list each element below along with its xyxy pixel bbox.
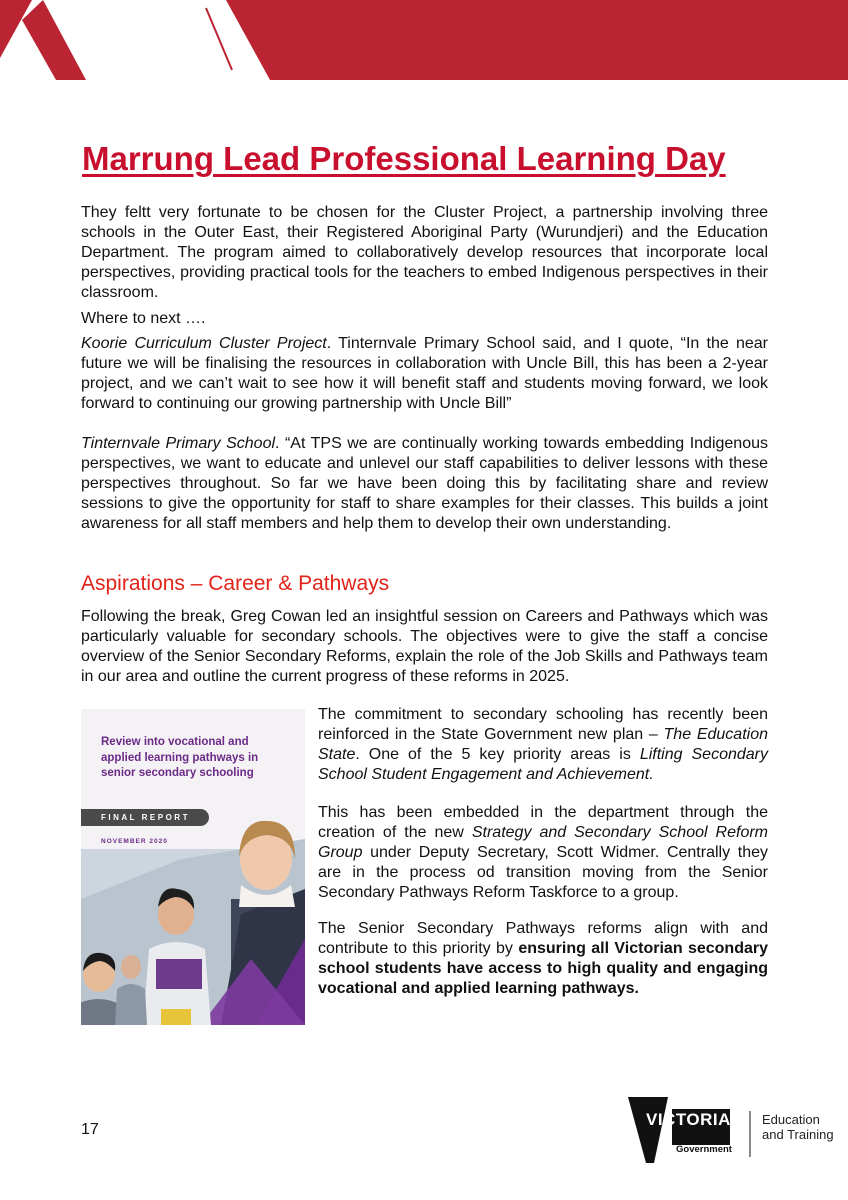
brand-state: STATE: [87, 44, 152, 67]
cover-date: NOVEMBER 2020: [101, 838, 168, 845]
koorie-label: Koorie Curriculum Cluster Project: [81, 335, 327, 352]
vic-government: Government: [676, 1143, 732, 1155]
vic-wordmark: [646, 1110, 731, 1130]
commitment-text-2: . One of the 5 key priority areas is: [355, 746, 640, 763]
cover-final-report-band: FINAL REPORT: [81, 809, 209, 826]
department-name: [762, 1113, 834, 1142]
section-heading: Aspirations – Career & Pathways: [81, 572, 390, 595]
brand-education: EDUCATION: [87, 23, 208, 46]
brand-the: THE: [87, 7, 119, 24]
commitment-italic-1: The Education State: [318, 726, 768, 763]
cover-title: Review into vocational and applied learning pathways in senior secondary schooling: [101, 736, 259, 779]
dept-line-1: Education: [762, 1112, 820, 1127]
vic-state: State: [676, 1133, 700, 1144]
embedded-italic-1: Strategy and Secondary School Reform Group: [318, 824, 768, 861]
commitment-text-1: The commitment to secondary schooling has recently been reinforced in the State Government new plan –: [318, 706, 768, 743]
page-title: Marrung Lead Professional Learning Day: [82, 140, 726, 177]
embedded-text-2: under Deputy Secretary, Scott Widmer. Centrally they are in the process od transition moving from the Senior Secondary Pathways Reform Taskforce to a group.: [318, 844, 768, 901]
commitment-paragraph: [318, 705, 768, 785]
koorie-text: . Tinternvale Primary School said, and I quote, “In the near future we will be finalising the resources in collaboration with Uncle Bill, this has been a 2-year project, and we can’t wait to see how it will benefit staff and students moving forward, we look forward to continuing our growing partnership with Uncle Bill”: [81, 335, 769, 412]
reforms-text-1: The Senior Secondary Pathways reforms align with and contribute to this priority by: [318, 920, 768, 957]
vic-state-label: [676, 1134, 732, 1155]
report-cover-image: [81, 709, 305, 1025]
reforms-bold-1: ensuring all Victorian secondary school students have access to high quality and engaging vocational and applied learning pathways.: [318, 940, 769, 997]
embedded-paragraph: [318, 803, 768, 903]
where-next-text: Where to next ….: [81, 310, 206, 327]
reforms-paragraph: [318, 919, 768, 999]
intro-paragraph: They feltt very fortunate to be chosen for the Cluster Project, a partnership involving three schools in the Outer East, their Registered Aboriginal Party (Wurundjeri) and the Education Department. The program aimed to collaboratively develop resources that incorporate local perspectives, providing practical tools for the teachers to embed Indigenous perspectives in their classroom.: [81, 204, 768, 301]
tinternvale-label: Tinternvale Primary School: [81, 435, 276, 452]
embedded-text-1: This has been embedded in the department through the creation of the new: [318, 804, 768, 841]
tinternvale-paragraph: [81, 434, 768, 534]
page-number: 17: [81, 1121, 99, 1138]
vic-word: VICTORIA: [646, 1110, 731, 1129]
education-state-wordmark: [87, 8, 208, 66]
commitment-italic-2: Lifting Secondary School Student Engagement and Achievement.: [318, 746, 768, 783]
dept-line-2: and Training: [762, 1126, 834, 1142]
koorie-paragraph: [81, 334, 768, 414]
careers-paragraph: Following the break, Greg Cowan led an insightful session on Careers and Pathways which was particularly valuable for secondary schools. The objectives were to give the staff a concise overview of the Senior Secondary Reforms, explain the role of the Job Skills and Pathways team in our area and outline the current progress of these reforms in 2025.: [81, 608, 768, 685]
tinternvale-text: . “At TPS we are continually working towards embedding Indigenous perspectives, we want to educate and unlevel our staff capabilities to deliver lessons with these perspectives throughout. So far we have been doing this by facilitating share and review sessions to give the opportunity for staff to share examples for their classes. This builds a joint awareness for all staff members and help them to develop their own understanding.: [81, 435, 768, 532]
